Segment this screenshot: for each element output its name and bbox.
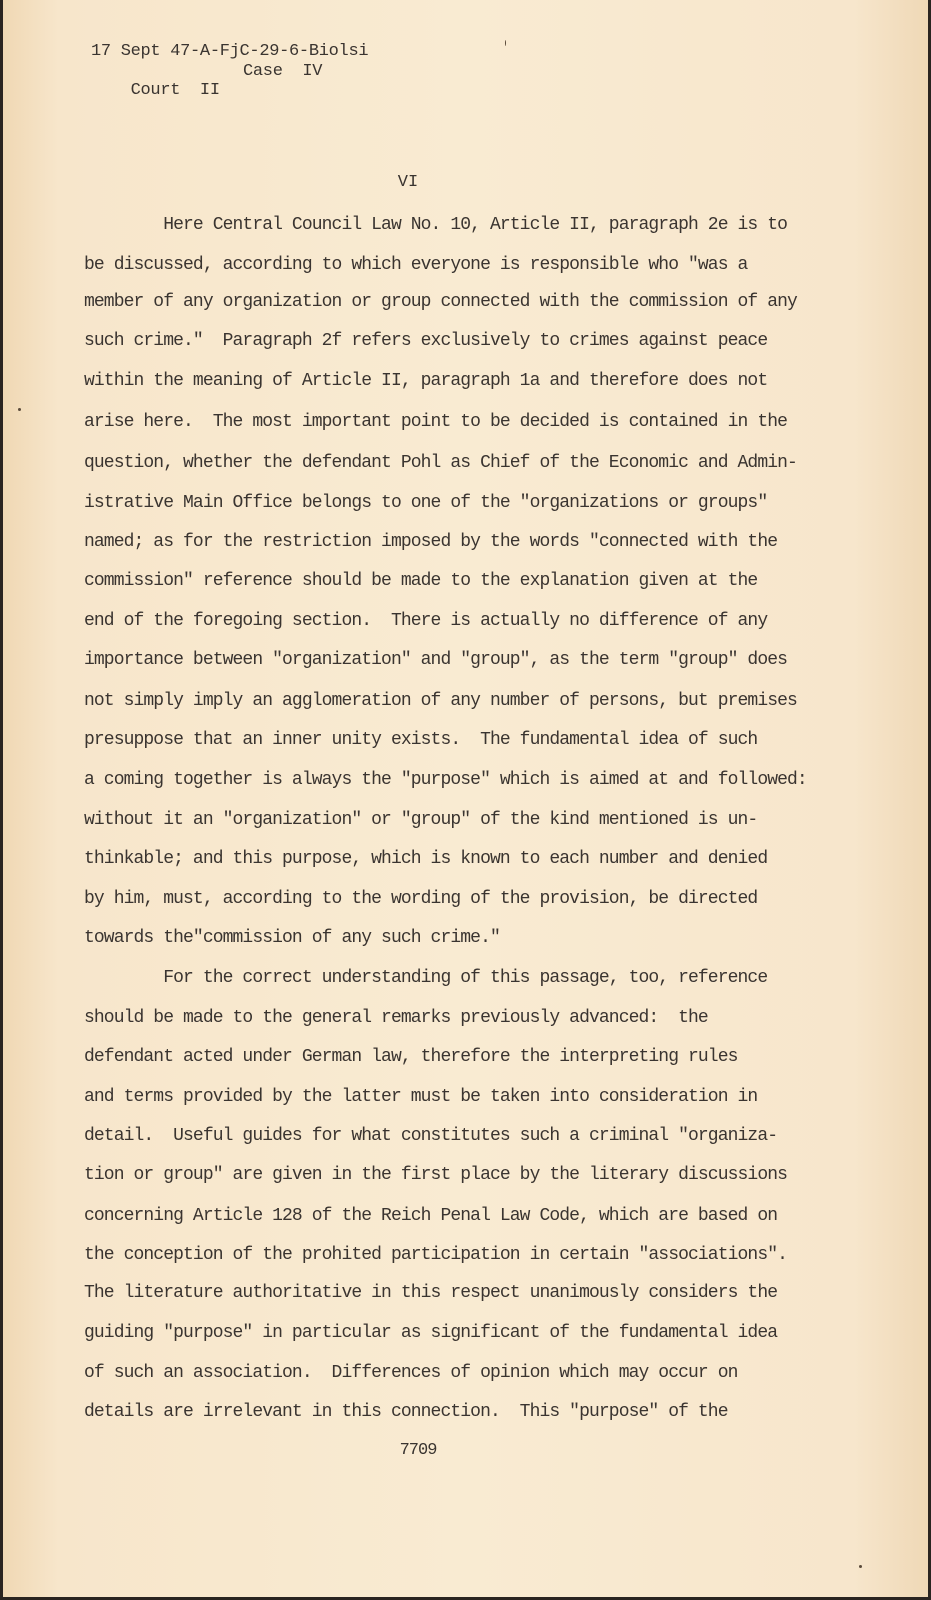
text-line: commission" reference should be made to the explanation given at the [84, 571, 758, 591]
text-line: without it an "organization" or "group" of the kind mentioned is un- [84, 810, 758, 830]
text-line: For the correct understanding of this passage, too, reference [84, 968, 768, 988]
text-line: defendant acted under German law, therefore the interpreting rules [84, 1047, 738, 1067]
text-line: the conception of the prohited participation in certain "associations". [84, 1245, 788, 1265]
text-line: towards the"commission of any such crime." [84, 928, 500, 948]
court-case-line [91, 62, 323, 138]
text-line: Here Central Council Law No. 10, Article II, paragraph 2e is to [84, 215, 788, 235]
text-line: be discussed, according to which everyone is responsible who "was a [84, 255, 748, 275]
document-page [3, 0, 928, 1597]
document-reference: 17 Sept 47-A-FjC-29-6-Biolsi [91, 42, 369, 61]
text-line: detail. Useful guides for what constitutes such a criminal "organiza- [84, 1126, 778, 1146]
text-line: question, whether the defendant Pohl as Chief of the Economic and Admin- [84, 453, 797, 473]
text-line: a coming together is always the "purpose" which is aimed at and followed: [84, 770, 807, 790]
text-line: concerning Article 128 of the Reich Penal Law Code, which are based on [84, 1206, 778, 1226]
paper-speck [859, 1565, 862, 1568]
page-number: 7709 [399, 1441, 437, 1460]
section-heading: VI [397, 173, 419, 192]
text-line: of such an association. Differences of opinion which may occur on [84, 1363, 738, 1383]
text-line: end of the foregoing section. There is actually no difference of any [84, 611, 768, 631]
court-label: Court II [130, 81, 220, 100]
paper-speck [18, 408, 21, 411]
text-line: arise here. The most important point to be decided is contained in the [84, 412, 788, 432]
text-line: member of any organization or group connected with the commission of any [84, 292, 797, 312]
text-line: importance between "organization" and "group", as the term "group" does [84, 650, 788, 670]
text-line: details are irrelevant in this connection. This "purpose" of the [84, 1402, 728, 1422]
case-label: Case IV [243, 62, 323, 81]
text-line: The literature authoritative in this respect unanimously considers the [84, 1283, 778, 1303]
paper-speck [505, 40, 506, 46]
text-line: presuppose that an inner unity exists. The fundamental idea of such [84, 730, 758, 750]
text-line: should be made to the general remarks previously advanced: the [84, 1008, 708, 1028]
text-line: not simply imply an agglomeration of any number of persons, but premises [84, 691, 797, 711]
text-line: tion or group" are given in the first place by the literary discussions [84, 1165, 788, 1185]
text-line: within the meaning of Article II, paragraph 1a and therefore does not [84, 371, 768, 391]
text-line: named; as for the restriction imposed by the words "connected with the [84, 532, 778, 552]
text-line: by him, must, according to the wording of the provision, be directed [84, 889, 758, 909]
text-line: and terms provided by the latter must be taken into consideration in [84, 1087, 758, 1107]
text-line: thinkable; and this purpose, which is known to each number and denied [84, 849, 768, 869]
text-line: istrative Main Office belongs to one of the "organizations or groups" [84, 493, 768, 513]
text-line: such crime." Paragraph 2f refers exclusively to crimes against peace [84, 331, 768, 351]
text-line: guiding "purpose" in particular as significant of the fundamental idea [84, 1323, 778, 1343]
